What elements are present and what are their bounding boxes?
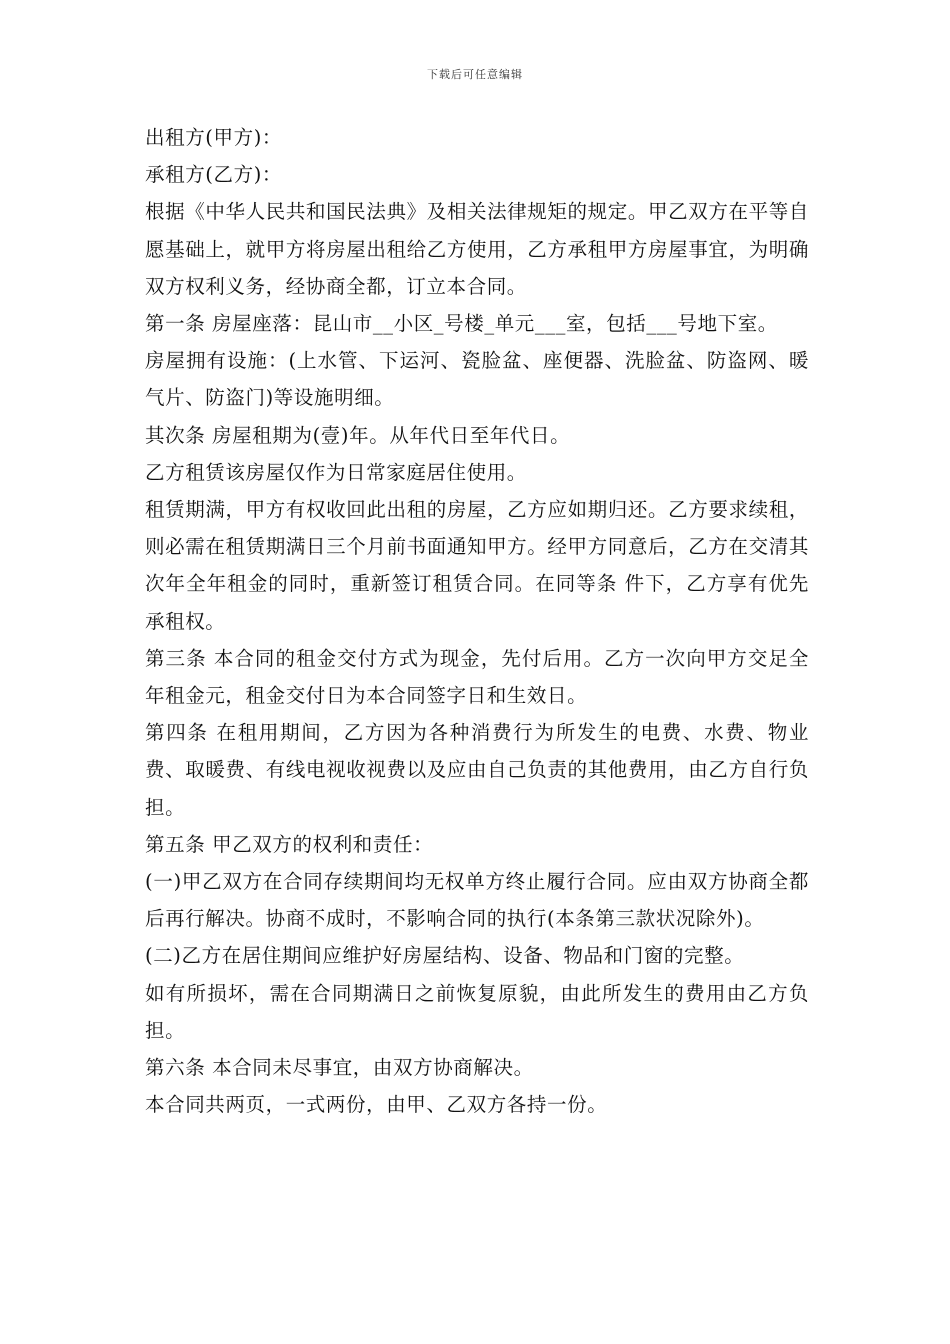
article-5-heading: 第五条 甲乙双方的权利和责任： — [145, 832, 434, 856]
article-5-clause-2: (二)乙方在居住期间应维护好房屋结构、设备、物品和门窗的完整。 — [145, 944, 745, 968]
damage-paragraph: 如有所损坏，需在合同期满日之前恢复原貌，由此所发生的费用由乙方负担。 — [145, 981, 809, 1042]
article-6-unresolved: 第六条 本合同未尽事宜，由双方协商解决。 — [145, 1056, 534, 1080]
contract-body — [145, 119, 809, 1123]
usage-paragraph: 乙方租赁该房屋仅作为日常家庭居住使用。 — [145, 460, 527, 484]
article-3-rent: 第三条 本合同的租金交付方式为现金，先付后用。乙方一次向甲方交足全年租金元，租金交付日为本合同签字日和生效日。 — [145, 646, 809, 708]
facilities-paragraph: 房屋拥有设施：(上水管、下运河、瓷脸盆、座便器、洗脸盆、防盗网、暖气片、防盗门)等设施明细。 — [145, 349, 809, 410]
article-2-term: 其次条 房屋租期为(壹)年。从年代日至年代日。 — [145, 423, 571, 447]
renewal-paragraph: 租赁期满，甲方有权收回此出租的房屋，乙方应如期归还。乙方要求续租，则必需在租赁期满日三个月前书面通知甲方。经甲方同意后，乙方在交清其次年全年租金的同时，重新签订租赁合同。在同等条 件下，乙方享有优先承租权。 — [145, 498, 809, 633]
article-1-location: 第一条 房屋座落：昆山市__小区_号楼_单元___室，包括___号地下室。 — [145, 312, 778, 336]
header-note: 下载后可任意编辑 — [427, 68, 523, 81]
article-4-expenses: 第四条 在租用期间，乙方因为各种消费行为所发生的电费、水费、物业费、取暖费、有线电视收视费以及应由自己负责的其他费用，由乙方自行负担。 — [145, 721, 809, 819]
preamble-paragraph: 根据《中华人民共和国民法典》及相关法律规矩的规定。甲乙双方在平等自愿基础上，就甲方将房屋出租给乙方使用，乙方承租甲方房屋事宜，为明确双方权利义务，经协商全都，订立本合同。 — [145, 200, 809, 298]
lessee-line: 承租方(乙方)： — [145, 163, 283, 187]
lessor-line: 出租方(甲方)： — [145, 126, 283, 149]
copies-paragraph: 本合同共两页，一式两份，由甲、乙双方各持一份。 — [145, 1093, 608, 1117]
article-5-clause-1: (一)甲乙双方在合同存续期间均无权单方终止履行合同。应由双方协商全都后再行解决。协商不成时，不影响合同的执行(本条第三款状况除外)。 — [145, 870, 809, 931]
